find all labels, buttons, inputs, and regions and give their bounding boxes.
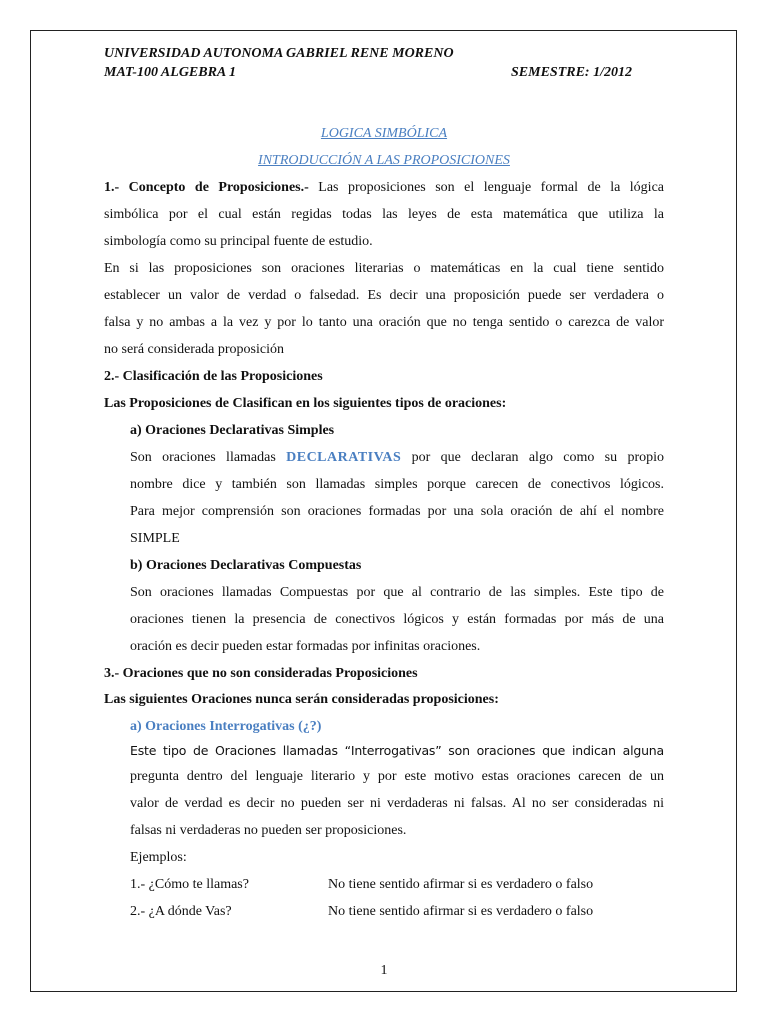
title-sub-row: [104, 152, 664, 170]
section1-p1-l1: Las proposiciones son el lenguaje formal de la lógica: [318, 180, 664, 195]
section3-a-line4: falsas ni verdaderas no pueden ser proposiciones.: [130, 823, 407, 838]
example-row: [130, 876, 249, 894]
section2-intro: Las Proposiciones de Clasifican en los siguientes tipos de oraciones:: [104, 396, 507, 411]
section1-p2-l1: En si las proposiciones son oraciones literarias o matemáticas en la cual tiene sentido: [104, 261, 664, 276]
example-question: 2.- ¿A dónde Vas?: [130, 904, 232, 919]
example-answer: No tiene sentido afirmar si es verdadero o falso: [328, 877, 594, 892]
course-name: MAT-100 ALGEBRA 1: [104, 65, 237, 80]
section2-a-line1: [130, 449, 664, 467]
section2-b-line1: Son oraciones llamadas Compuestas por que al contrario de las simples. Este tipo de: [130, 585, 664, 600]
examples-label: Ejemplos:: [130, 850, 187, 865]
section3-heading: 3.- Oraciones que no son consideradas Proposiciones: [104, 666, 418, 681]
section1-line1: [104, 179, 664, 197]
semester: SEMESTRE: 1/2012: [511, 65, 632, 80]
section1-p1-l2: simbólica por el cual están regidas todas las leyes de esta matemática que utiliza la: [104, 207, 664, 222]
section1-p2-l4: no será considerada proposición: [104, 342, 284, 357]
section2-a-line3: Para mejor comprensión son oraciones formadas por una sola oración de ahí el nombre: [130, 504, 664, 519]
section2-a-line4: SIMPLE: [130, 531, 180, 546]
section1-p1-l3: simbología como su principal fuente de estudio.: [104, 234, 373, 249]
section3-a-line1: Este tipo de Oraciones llamadas “Interrogativas” son oraciones que indican alguna: [130, 743, 664, 758]
section3-a-line2: pregunta dentro del lenguaje literario y por este motivo estas oraciones carecen de un: [130, 769, 664, 784]
section2-b-line2: oraciones tienen la presencia de conectivos lógicos y están formadas por más de una: [130, 612, 664, 627]
section1-p2-l3: falsa y no ambas a la vez y por lo tanto una oración que no tenga sentido o carezca de valor: [104, 315, 664, 330]
section1-p2-l2: establecer un valor de verdad o falsedad. Es decir una proposición puede ser verdadera o: [104, 288, 664, 303]
section2-b-title: b) Oraciones Declarativas Compuestas: [130, 558, 362, 573]
section2-a-pre: Son oraciones llamadas: [130, 450, 276, 465]
example-answer: No tiene sentido afirmar si es verdadero o falso: [328, 904, 594, 919]
declarativas-keyword: DECLARATIVAS: [286, 450, 402, 465]
section2-a-line2: nombre dice y también son llamadas simples porque carecen de conectivos lógicos.: [130, 477, 664, 492]
title-main-row: [104, 125, 664, 143]
university-name: UNIVERSIDAD AUTONOMA GABRIEL RENE MORENO: [104, 46, 454, 61]
page-number: 1: [380, 963, 388, 978]
section2-a-title: a) Oraciones Declarativas Simples: [130, 423, 335, 438]
section2-b-line3: oración es decir pueden estar formadas por infinitas oraciones.: [130, 639, 481, 654]
sub-title: INTRODUCCIÓN A LAS PROPOSICIONES: [258, 153, 510, 168]
section3-a-title: a) Oraciones Interrogativas (¿?): [130, 719, 322, 734]
section1-heading: 1.- Concepto de Proposiciones.-: [104, 180, 309, 195]
example-row: [130, 903, 232, 921]
section2-a-post: por que declaran algo como su propio: [411, 450, 664, 465]
section3-a-line3: valor de verdad es decir no pueden ser ni verdaderas ni falsas. Al no ser consideradas ni: [130, 796, 664, 811]
example-question: 1.- ¿Cómo te llamas?: [130, 877, 249, 892]
section2-heading: 2.- Clasificación de las Proposiciones: [104, 369, 323, 384]
section3-intro: Las siguientes Oraciones nunca serán consideradas proposiciones:: [104, 692, 499, 707]
main-title: LOGICA SIMBÓLICA: [320, 126, 448, 141]
